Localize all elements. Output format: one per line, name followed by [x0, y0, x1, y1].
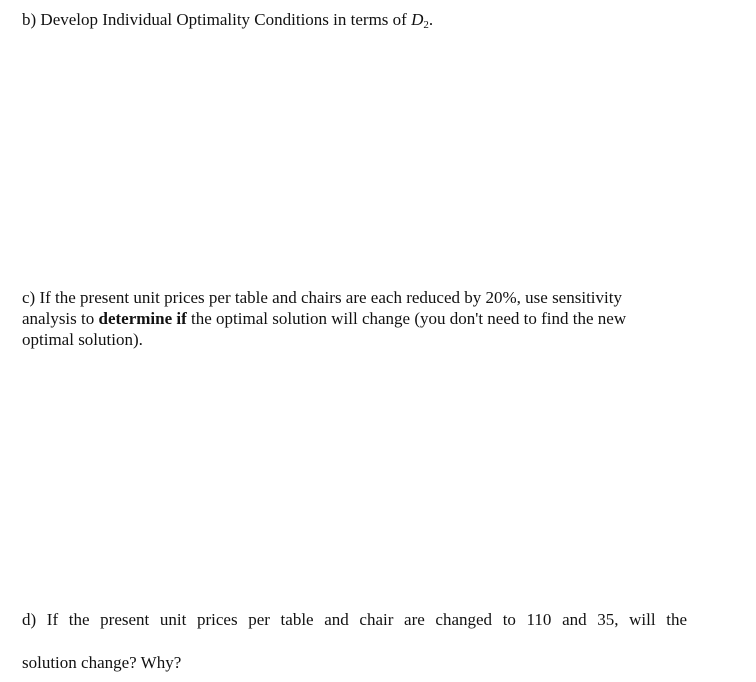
- question-c-line-2-prefix: analysis to: [22, 309, 99, 328]
- question-c-emphasis: determine if: [98, 309, 187, 328]
- question-c-line-2-suffix: the optimal solution will change (you don't need to find the new: [186, 309, 627, 328]
- variable-d: D: [411, 10, 424, 29]
- variable-subscript: 2: [423, 19, 429, 31]
- question-d-line-2: solution change? Why?: [22, 653, 182, 672]
- question-c: [22, 287, 712, 350]
- question-b-text: b) Develop Individual Optimality Conditions in terms of: [22, 10, 412, 29]
- question-b: [22, 9, 433, 31]
- question-c-line-2: [22, 308, 712, 329]
- question-c-line-3: optimal solution).: [22, 330, 143, 349]
- question-d-line-1: d) If the present unit prices per table and chair are changed to 110 and 35, will the: [22, 610, 687, 629]
- question-b-end: .: [428, 10, 434, 29]
- question-c-line-1: c) If the present unit prices per table and chairs are each reduced by 20%, use sensitivity: [22, 288, 622, 307]
